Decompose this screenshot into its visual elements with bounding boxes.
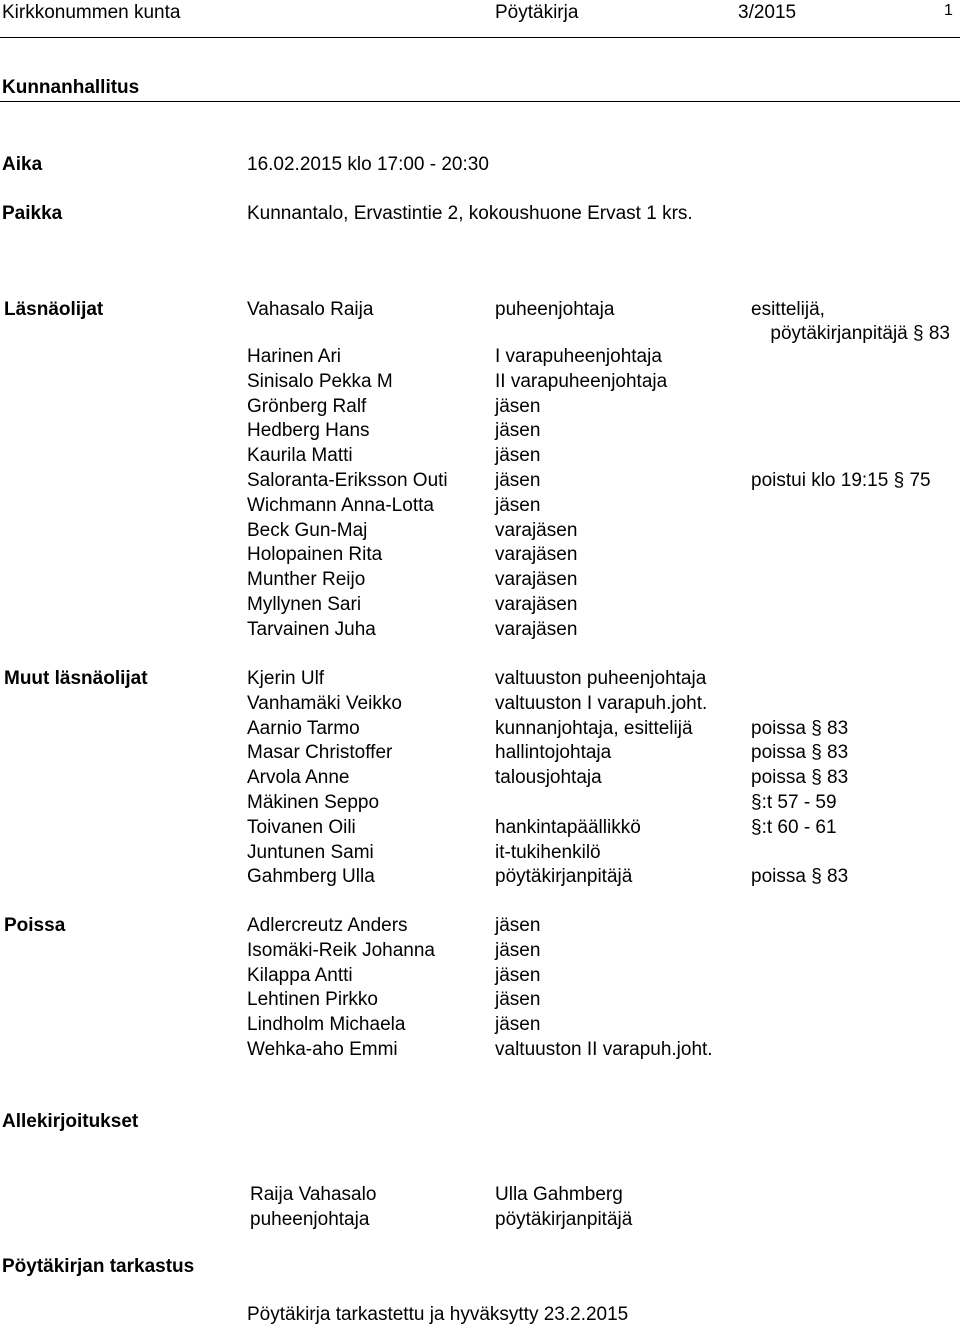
person-role: I varapuheenjohtaja [495,346,662,367]
person-name: Lehtinen Pirkko [247,989,378,1011]
person-name: Toivanen Oili [247,816,356,838]
person-note: poissa § 83 [751,866,849,888]
person-name: Tarvainen Juha [247,618,376,640]
person-role: jäsen [495,989,541,1011]
person-name: Saloranta-Eriksson Outi [247,470,448,491]
person-name: Arvola Anne [247,767,350,789]
person-role: jäsen [495,915,541,936]
person-note: §:t 57 - 59 [751,792,837,813]
place-label: Paikka [2,203,63,224]
person-name: Wehka-aho Emmi [247,1039,398,1060]
municipality-name: Kirkkonummen kunta [2,2,181,23]
person-role: kunnanjohtaja, esittelijä [495,717,693,739]
review-section-label: Pöytäkirjan tarkastus [2,1256,195,1277]
person-role: varajäsen [495,544,578,566]
person-role: jäsen [495,494,541,516]
person-name: Hedberg Hans [247,420,370,442]
header-rule [0,37,960,38]
person-name: Lindholm Michaela [247,1014,406,1036]
person-name: Myllynen Sari [247,594,362,615]
person-name: Aarnio Tarmo [247,717,360,739]
person-role: puheenjohtaja [495,299,615,320]
person-name: Kilappa Antti [247,964,353,986]
time-label: Aika [2,154,43,175]
person-role: valtuuston I varapuh.joht. [495,692,708,714]
person-name: Munther Reijo [247,569,366,591]
page-number: 1 [944,2,953,19]
person-role: varajäsen [495,569,578,591]
person-role: hankintapäällikkö [495,816,641,838]
signer-name: Raija Vahasalo [250,1184,377,1205]
person-role: varajäsen [495,519,578,541]
person-role: pöytäkirjanpitäjä [495,866,633,888]
person-note: poistui klo 19:15 § 75 [751,470,931,491]
person-name: Holopainen Rita [247,544,383,566]
person-role: valtuuston II varapuh.joht. [495,1039,713,1060]
person-name: Sinisalo Pekka M [247,370,393,392]
signer-title: puheenjohtaja [250,1209,370,1230]
person-name: Kjerin Ulf [247,668,325,689]
person-role: varajäsen [495,594,578,615]
time-value: 16.02.2015 klo 17:00 - 20:30 [247,154,489,175]
person-name: Harinen Ari [247,346,341,367]
person-role: talousjohtaja [495,767,602,789]
other-present-section-label: Muut läsnäolijat [4,668,148,689]
person-name: Vahasalo Raija [247,299,374,320]
document-number: 3/2015 [738,2,797,23]
person-note-continued: pöytäkirjanpitäjä § 83 [770,323,950,344]
absent-section-label: Poissa [4,915,66,936]
person-name: Gahmberg Ulla [247,866,375,888]
person-name: Juntunen Sami [247,841,374,863]
place-value: Kunnantalo, Ervastintie 2, kokoushuone Ervast 1 krs. [247,203,693,224]
person-role: valtuuston puheenjohtaja [495,668,707,689]
person-role: jäsen [495,420,541,442]
person-role: jäsen [495,964,541,986]
body-name: Kunnanhallitus [2,77,140,98]
person-note: esittelijä, [751,299,825,320]
person-name: Beck Gun-Maj [247,519,368,541]
person-role: II varapuheenjohtaja [495,370,668,392]
person-role: it-tukihenkilö [495,841,601,863]
person-name: Wichmann Anna-Lotta [247,494,434,516]
signer-name: Ulla Gahmberg [495,1184,623,1205]
present-section-label: Läsnäolijat [4,299,104,320]
person-name: Vanhamäki Veikko [247,692,402,714]
person-role: jäsen [495,939,541,961]
title-rule [0,101,960,102]
review-text: Pöytäkirja tarkastettu ja hyväksytty 23.2.2015 [247,1304,629,1325]
person-role: jäsen [495,1014,541,1036]
person-name: Kaurila Matti [247,445,353,467]
person-note: §:t 60 - 61 [751,816,837,838]
person-name: Isomäki-Reik Johanna [247,939,435,961]
person-note: poissa § 83 [751,717,849,739]
person-role: jäsen [495,395,541,417]
document-type: Pöytäkirja [495,2,579,23]
person-role: hallintojohtaja [495,742,612,764]
person-role: jäsen [495,445,541,467]
person-name: Mäkinen Seppo [247,792,380,813]
person-name: Adlercreutz Anders [247,915,408,936]
person-role: varajäsen [495,618,578,640]
signatures-section-label: Allekirjoitukset [2,1111,139,1132]
person-name: Grönberg Ralf [247,395,367,417]
person-role: jäsen [495,470,541,491]
person-note: poissa § 83 [751,767,849,789]
person-name: Masar Christoffer [247,742,393,764]
person-note: poissa § 83 [751,742,849,764]
signer-title: pöytäkirjanpitäjä [495,1209,633,1230]
